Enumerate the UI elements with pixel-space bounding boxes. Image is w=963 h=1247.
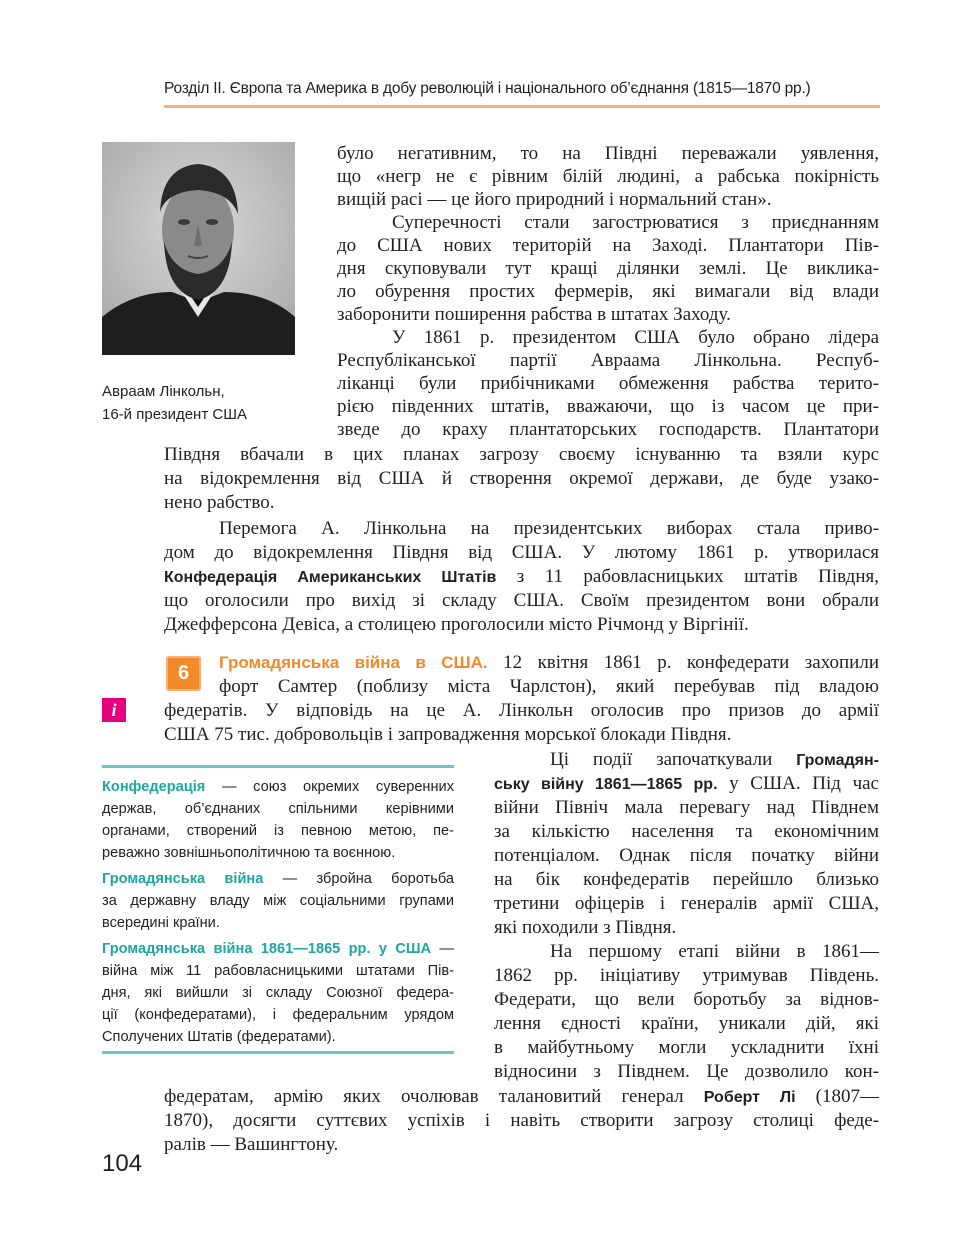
glossary-line — [102, 776, 454, 798]
section-heading-line — [219, 651, 879, 675]
body-line: У 1861 р. президентом США було обрано лідера — [392, 327, 879, 348]
glossary-definition: — збройна боротьба — [263, 871, 454, 887]
glossary-term: Конфедерація — [102, 779, 206, 795]
term-civil-war: Громадян- — [796, 752, 879, 769]
body-line: дом до відокремлення Півдня від США. У лютому 1861 р. утворилася — [164, 542, 879, 563]
body-line: що «негр не є рівним білій людині, а рабська покірність — [337, 166, 879, 187]
body-line — [164, 565, 879, 589]
portrait-caption — [102, 380, 247, 426]
body-line: США 75 тис. добровольців і запровадження морської блокади Півдня. — [164, 724, 732, 745]
header-rule — [164, 105, 880, 108]
glossary-line: органами, створений із певною метою, пе- — [102, 823, 454, 839]
body-line: ліканці були прибічниками обмеження рабства терито- — [337, 373, 879, 394]
glossary-line: ції (конфедератами), і федеральним урядом — [102, 1007, 454, 1023]
glossary-term: Громадянська війна 1861—1865 рр. у США — [102, 941, 432, 957]
body-line: Джефферсона Девіса, а столицею проголосили місто Річмонд у Віргінії. — [164, 614, 749, 635]
running-header: Розділ ІІ. Європа та Америка в добу революцій і національного об’єднання (1815—1870 рр.) — [164, 80, 811, 97]
body-line: федератів. У відповідь на це А. Лінкольн оголосив про призов до армії — [164, 700, 879, 721]
body-text: 12 квітня 1861 р. конфедерати захопили — [487, 652, 879, 673]
body-line: вищій расі — це його природний і нормальний стан». — [337, 189, 772, 210]
section-number-badge: 6 — [166, 656, 201, 691]
body-text: (1807— — [795, 1086, 879, 1107]
term-civil-war: ську війну 1861—1865 рр. — [494, 776, 718, 793]
body-line: рією південних штатів, вважаючи, що із часом це при- — [337, 396, 879, 417]
body-line: Перемога А. Лінкольна на президентських виборах стала приво- — [219, 518, 879, 539]
body-line: Республіканської партії Авраама Лінкольна. Респуб- — [337, 350, 879, 371]
body-line: зведе до краху плантаторських господарств. Плантатори — [337, 419, 879, 440]
glossary-line: дня, які вийшли зі складу Союзної федера- — [102, 985, 454, 1001]
body-line: за кількістю населення та економічним — [494, 821, 879, 842]
term-confederation: Конфедерація Американських Штатів — [164, 569, 497, 586]
body-line: було негативним, то на Півдні переважали уявлення, — [337, 143, 879, 164]
body-line: Півдня вбачали в цих планах загрозу своєму існуванню та взяли курс — [164, 444, 879, 465]
section-heading: Громадянська війна в США. — [219, 653, 488, 672]
caption-line: 16-й президент США — [102, 406, 247, 423]
glossary-term: Громадянська війна — [102, 871, 264, 887]
body-line: відносини з Півднем. Це дозволило кон- — [494, 1061, 879, 1082]
glossary-line — [102, 868, 454, 890]
glossary-line: всередині країни. — [102, 915, 220, 931]
body-line: потенціалом. Однак після початку війни — [494, 845, 879, 866]
glossary-line: за державну владу між соціальними групами — [102, 893, 454, 909]
body-line: нено рабство. — [164, 492, 275, 513]
glossary-line — [102, 938, 454, 960]
body-line: дня скуповували тут кращі ділянки землі. Це викликa- — [337, 258, 879, 279]
body-line: 1862 рр. ініціативу утримував Південь. — [494, 965, 879, 986]
body-line: На першому етапі війни в 1861— — [550, 941, 879, 962]
body-line — [164, 1085, 879, 1109]
body-line: ло обурення простих фермерів, які вимагали від влади — [337, 281, 879, 302]
term-robert-lee: Роберт Лі — [703, 1089, 796, 1106]
glossary-line: держав, об’єднаних спільними керівними — [102, 801, 454, 817]
body-line: на бік конфедератів перейшло близько — [494, 869, 879, 890]
body-text: у США. Під час — [717, 773, 879, 794]
body-line: форт Самтер (поблизу міста Чарлстон), який перебував під владою — [219, 676, 879, 697]
caption-line: Авраам Лінкольн, — [102, 383, 225, 400]
info-icon: i — [102, 698, 126, 722]
body-line: які походили з Півдня. — [494, 917, 677, 938]
body-line: заборонити поширення рабства в штатах Заходу. — [337, 304, 731, 325]
body-line — [550, 748, 879, 772]
body-line: війни Північ мала перевагу над Півднем — [494, 797, 879, 818]
body-text: з 11 рабовласницьких штатів Півдня, — [496, 566, 879, 587]
page-number: 104 — [102, 1150, 143, 1177]
body-line — [494, 772, 879, 796]
glossary-definition: — — [431, 941, 454, 957]
body-line: ралів — Вашингтону. — [164, 1134, 339, 1155]
body-line: на відокремлення від США й створення окремої держави, де буде узако- — [164, 468, 879, 489]
glossary-line: війна між 11 рабовласницькими штатами Пів- — [102, 963, 454, 979]
body-line: третини офіцерів і генералів армії США, — [494, 893, 879, 914]
glossary-definition: — союз окремих суверенних — [205, 779, 454, 795]
body-line: лення єдності країни, уникали дій, які — [494, 1013, 879, 1034]
body-line: в майбутньому могли ускладнити їхні — [494, 1037, 879, 1058]
body-text: Ці події започаткували — [550, 749, 797, 770]
glossary-line: Сполучених Штатів (федератами). — [102, 1029, 336, 1045]
glossary-bottom-rule — [102, 1051, 454, 1054]
body-line: 1870), досягти суттєвих успіхів і навіть створити загрозу столиці феде- — [164, 1110, 879, 1131]
glossary-top-rule — [102, 765, 454, 768]
body-line: до США нових територій на Заході. Плантатори Пів- — [337, 235, 879, 256]
glossary-line: реважно зовнішньополітичною та воєнною. — [102, 845, 396, 861]
body-line: Суперечності стали загострюватися з приєднанням — [392, 212, 879, 233]
body-line: Федерати, що вели боротьбу за віднов- — [494, 989, 879, 1010]
body-text: федератам, армію яких очолював талановитий генерал — [164, 1086, 704, 1107]
body-line: що оголосили про вихід зі складу США. Своїм президентом вони обрали — [164, 590, 879, 611]
lincoln-portrait — [102, 142, 295, 355]
